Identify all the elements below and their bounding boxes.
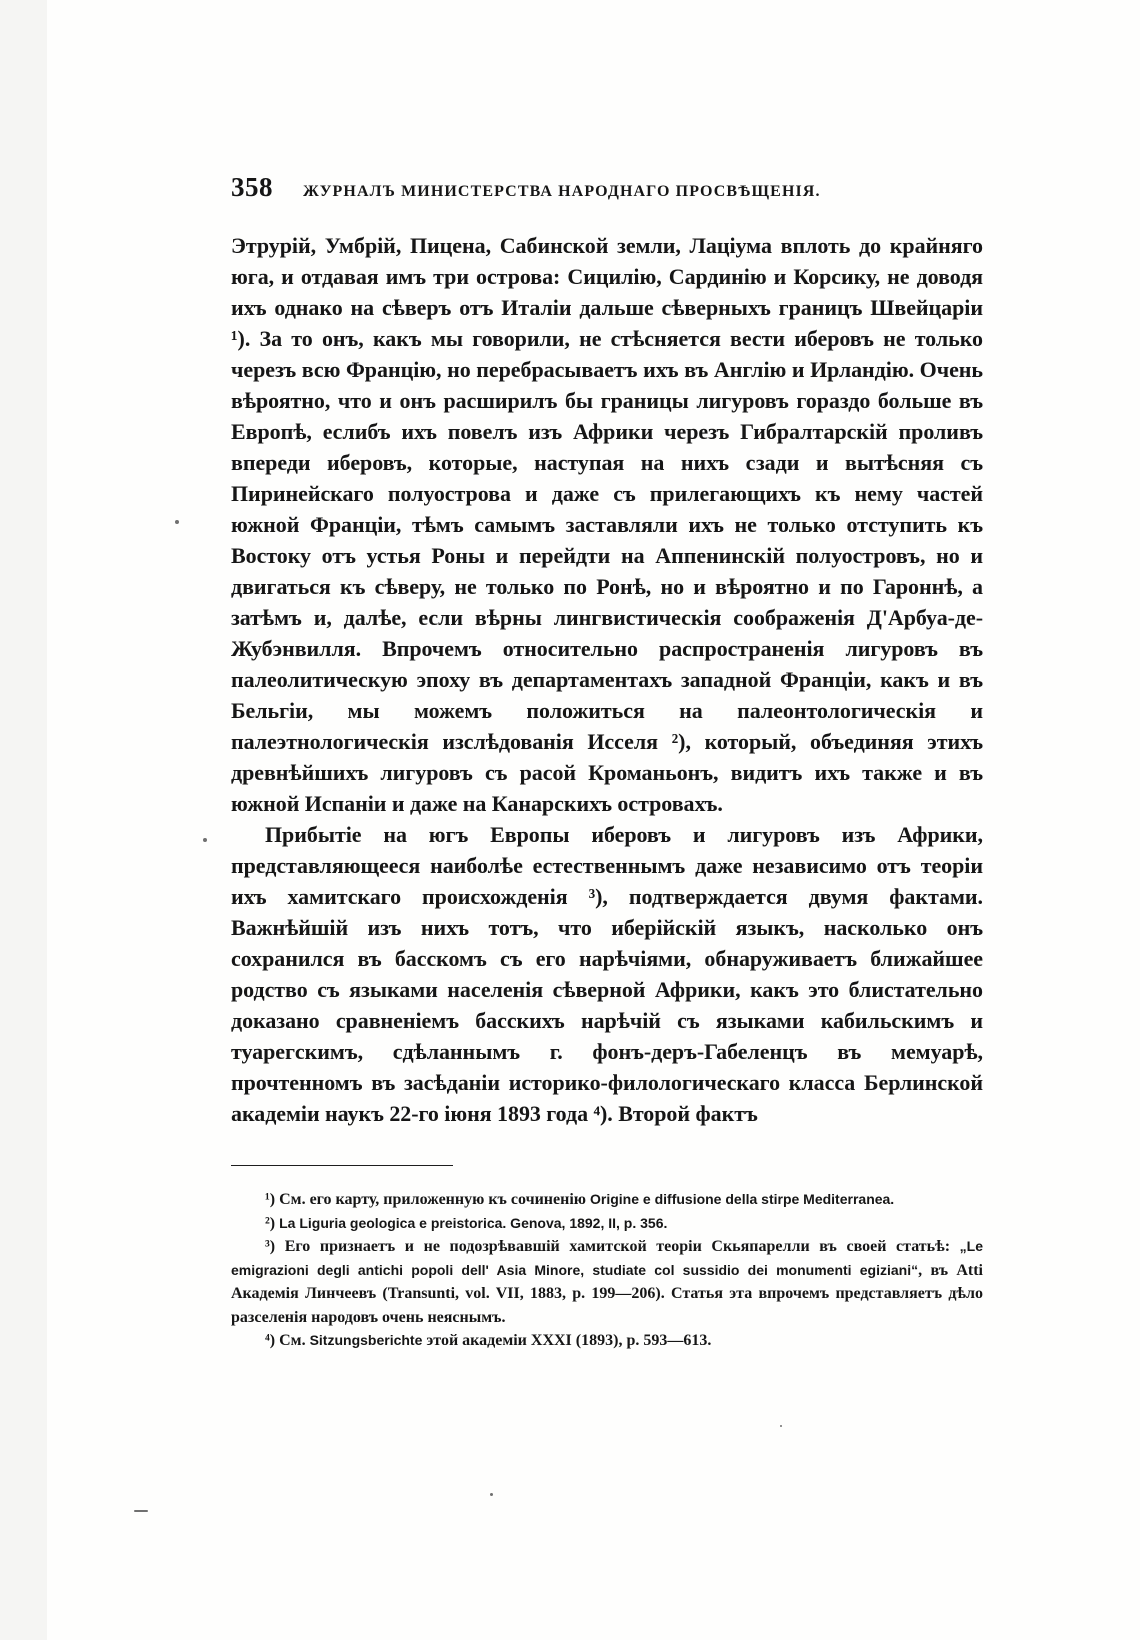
scan-speck: [780, 1425, 782, 1427]
footnote-4-foreign: Sitzungsberichte: [309, 1332, 423, 1348]
footnote-3-text: ³) Его признаетъ и не подозрѣвавшій хамитской теоріи Скьяпарелли въ своей статьѣ:: [265, 1238, 960, 1255]
footnote-1: [231, 1188, 983, 1212]
footnote-3-foreign: „Le emigrazioni degli antichi popoli dell' Asia Minore, studiate col sussidio dei monumenti egiziani“: [231, 1238, 983, 1278]
footnote-1-foreign: Origine e diffusione della stirpe Mediterranea.: [590, 1191, 895, 1207]
page-header: [231, 172, 983, 216]
scan-speck: [203, 838, 207, 842]
footnote-separator: [231, 1165, 453, 1166]
footnotes: [231, 1188, 983, 1353]
scan-speck: [490, 1493, 493, 1496]
footnote-1-text: ¹) См. его карту, приложенную къ сочиненію: [265, 1191, 591, 1208]
page-content: [231, 172, 983, 1353]
footnote-2: [231, 1212, 983, 1236]
footnote-4-text: ⁴) См.: [265, 1332, 310, 1349]
footnote-2-foreign: La Liguria geologica e preistorica. Genova, 1892, II, p. 356.: [279, 1214, 668, 1231]
footnote-3: [231, 1235, 983, 1329]
footnote-4: [231, 1329, 983, 1353]
paragraph-1: Этрурій, Умбрій, Пицена, Сабинской земли, Лаціума вплоть до крайняго юга, и отдавая имъ три острова: Сицилію, Сардинію и Корсику, не доводя ихъ однако на сѣверъ отъ Италіи дальше сѣверныхъ границъ Швейцаріи ¹). За то онъ, какъ мы говорили, не стѣсняется вести иберовъ не только черезъ всю Францію, но перебрасываетъ ихъ въ Англію и Ирландію. Очень вѣроятно, что и онъ расширилъ бы границы лигуровъ гораздо больше въ Европѣ, еслибъ ихъ повелъ изъ Африки черезъ Гибралтарскій проливъ впереди иберовъ, которые, наступая на нихъ сзади и вытѣсняя съ Пиринейскаго полуострова и даже съ прилегающихъ къ нему частей южной Франціи, тѣмъ самымъ заставляли ихъ не только отступить къ Востоку отъ устья Роны и перейдти на Аппенинскій полуостровъ, но и двигаться къ сѣверу, не только по Ронѣ, но и вѣроятно и по Гароннѣ, а затѣмъ и, далѣе, если вѣрны лингвистическія соображенія Д'Арбуа-де-Жубэнвилля. Впрочемъ относительно распространенія лигуровъ въ палеолитическую эпоху въ департаментахъ западной Франціи, какъ и въ Бельгіи, мы можемъ положиться на палеонтологическія и палеэтнологическія изслѣдованія Исселя ²), который, объединяя этихъ древнѣйшихъ лигуровъ съ расой Кроманьонъ, видитъ ихъ также и въ южной Испаніи и даже на Канарскихъ островахъ.: [231, 233, 983, 816]
footnote-2-text: ²): [265, 1214, 280, 1232]
footnote-3-tail: , въ Atti Академія Линчеевъ (Transunti, vol. VII, 1883, p. 199—206). Статья эта впрочемъ представляетъ дѣло разселенія народовъ очень неяснымъ.: [231, 1261, 983, 1326]
paragraph-2: Прибытіе на югъ Европы иберовъ и лигуровъ изъ Африки, представляющееся наиболѣе естественнымъ даже независимо отъ теоріи ихъ хамитскаго происхожденія ³), подтверждается двумя фактами. Важнѣйшій изъ нихъ тотъ, что иберійскій языкъ, насколько онъ сохранился въ басскомъ съ его нарѣчіями, обнаруживаетъ ближайшее родство съ языками населенія сѣверной Африки, какъ это блистательно доказано сравненіемъ басскихъ нарѣчій съ языками кабильскимъ и туарегскимъ, сдѣланнымъ г. фонъ-деръ-Габеленцъ въ мемуарѣ, прочтенномъ въ засѣданіи историко-филологическаго класса Берлинской академіи наукъ 22-го іюня 1893 года ⁴). Второй фактъ: [231, 822, 983, 1126]
footnote-4-tail: этой академіи XXXI (1893), p. 593—613.: [422, 1332, 712, 1349]
scan-speck: [175, 520, 179, 524]
page-number: 358: [231, 172, 273, 202]
scan-speck: [134, 1510, 148, 1512]
scanned-page: [47, 0, 1140, 1640]
running-head: ЖУРНАЛЪ МИНИСТЕРСТВА НАРОДНАГО ПРОСВѢЩЕНІЯ.: [303, 183, 821, 200]
